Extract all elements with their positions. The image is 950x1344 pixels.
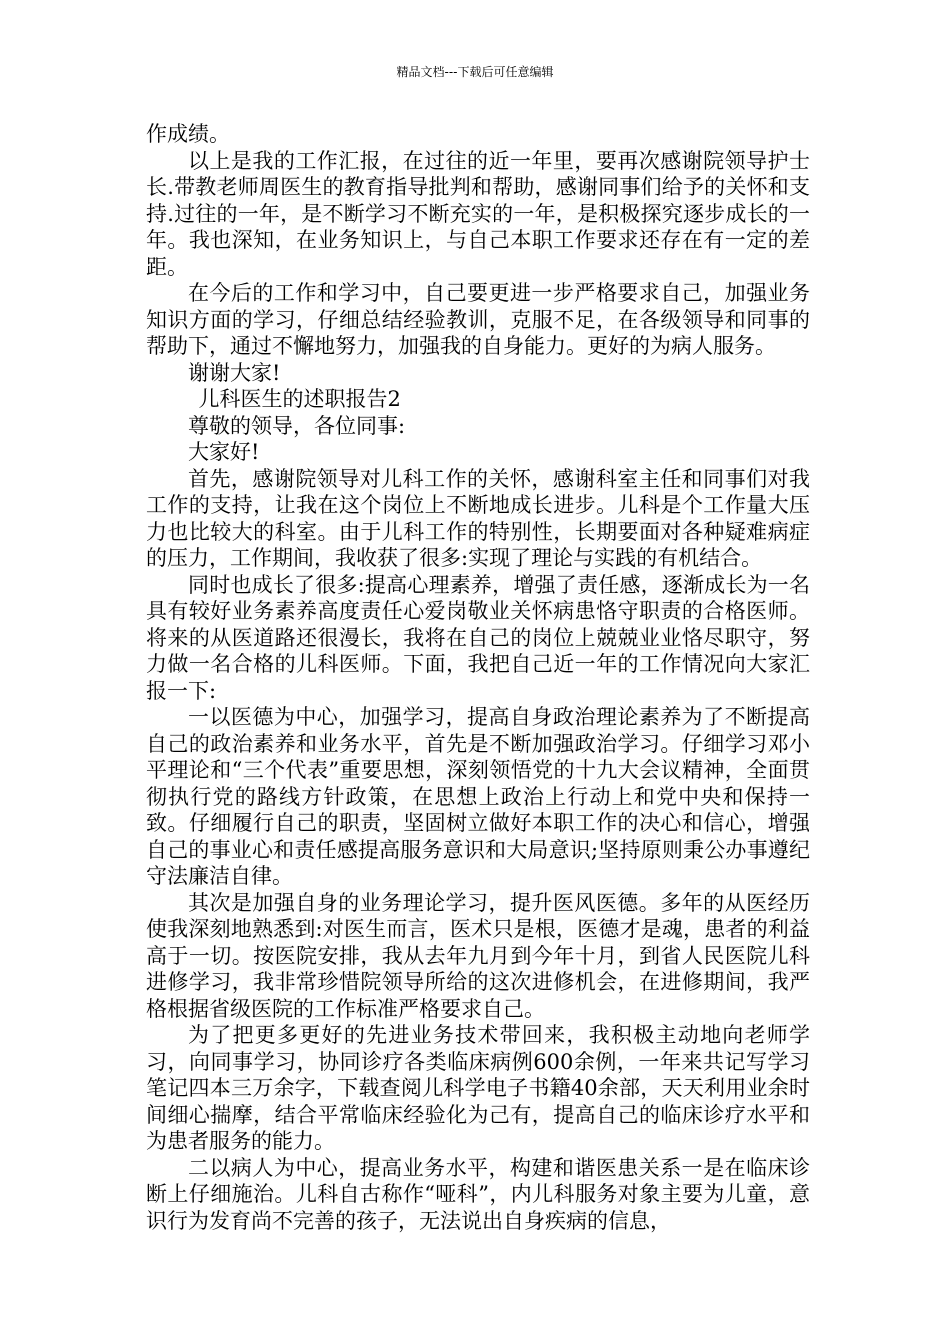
header-text: 精品文档---下载后可任意编辑 bbox=[396, 65, 554, 79]
report-title: 儿科医生的述职报告2 bbox=[198, 387, 401, 411]
paragraph-continuation: 作成绩。 bbox=[146, 122, 230, 146]
paragraph-ethics-study: 一以医德为中心，加强学习，提高自身政治理论素养为了不断提高自己的政治素养和业务水平，首先是不断加强政治学习。仔细学习邓小平理论和“三个代表”重要思想，深刻领悟党的十九大会议精神，全面贯彻执行党的路线方针政策，在思想上政治上行动上和党中央和保持一致。仔细履行自己的职责，坚固树立做好本职工作的决心和信心，增强自己的事业心和责任感提高服务意识和大局意识;坚持原则秉公办事遵纪守法廉洁自律。 bbox=[146, 705, 810, 888]
paragraph-intro: 首先，感谢院领导对儿科工作的关怀，感谢科室主任和同事们对我工作的支持，让我在这个岗位上不断地成长进步。儿科是个工作量大压力也比较大的科室。由于儿科工作的特别性，长期要面对各种疑难病症的压力，工作期间，我收获了很多:实现了理论与实践的有机结合。 bbox=[146, 466, 810, 570]
paragraph-growth: 同时也成长了很多:提高心理素养，增强了责任感，逐渐成长为一名具有较好业务素养高度责任心爱岗敬业关怀病患恪守职责的合格医师。将来的从医道路还很漫长，我将在自己的岗位上兢兢业业恪尽职守，努力做一名合格的儿科医师。下面，我把自己近一年的工作情况向大家汇报一下: bbox=[146, 572, 810, 703]
page-header bbox=[0, 64, 950, 80]
paragraph-advanced-training: 为了把更多更好的先进业务技术带回来，我积极主动地向老师学习，向同事学习，协同诊疗各类临床病例600余例，一年来共记写学习笔记四本三万余字，下载查阅儿科学电子书籍40余部，天天利用业余时间细心揣摩，结合平常临床经验化为己有，提高自己的临床诊疗水平和为患者服务的能力。 bbox=[146, 1023, 810, 1153]
salutation: 尊敬的领导，各位同事: bbox=[188, 413, 406, 438]
paragraph-thanks: 谢谢大家! bbox=[188, 360, 281, 385]
paragraph-work-summary: 以上是我的工作汇报，在过往的近一年里，要再次感谢院领导护士长.带教老师周医生的教育指导批判和帮助，感谢同事们给予的关怀和支持.过往的一年，是不断学习不断充实的一年，是积极探究逐步成长的一年。我也深知，在业务知识上，与自己本职工作要求还存在有一定的差距。 bbox=[146, 148, 810, 279]
paragraph-patient-centered: 二以病人为中心，提高业务水平，构建和谐医患关系一是在临床诊断上仔细施治。儿科自古称作“哑科”，内儿科服务对象主要为儿童，意识行为发育尚不完善的孩子，无法说出自身疾病的信息， bbox=[146, 1155, 810, 1233]
document-body bbox=[146, 121, 810, 1234]
paragraph-professional-study: 其次是加强自身的业务理论学习，提升医风医德。多年的从医经历使我深刻地熟悉到:对医生而言，医术只是根，医德才是魂，患者的利益高于一切。按医院安排，我从去年九月到今年十月，到省人民医院儿科进修学习，我非常珍惜院领导所给的这次进修机会，在进修期间，我严格根据省级医院的工作标准严格要求自己。 bbox=[146, 890, 810, 1021]
paragraph-future-plan: 在今后的工作和学习中，自己要更进一步严格要求自己，加强业务知识方面的学习，仔细总结经验教训，克服不足，在各级领导和同事的帮助下，通过不懈地努力，加强我的自身能力。更好的为病人服务。 bbox=[146, 281, 810, 358]
greeting: 大家好! bbox=[188, 440, 260, 464]
